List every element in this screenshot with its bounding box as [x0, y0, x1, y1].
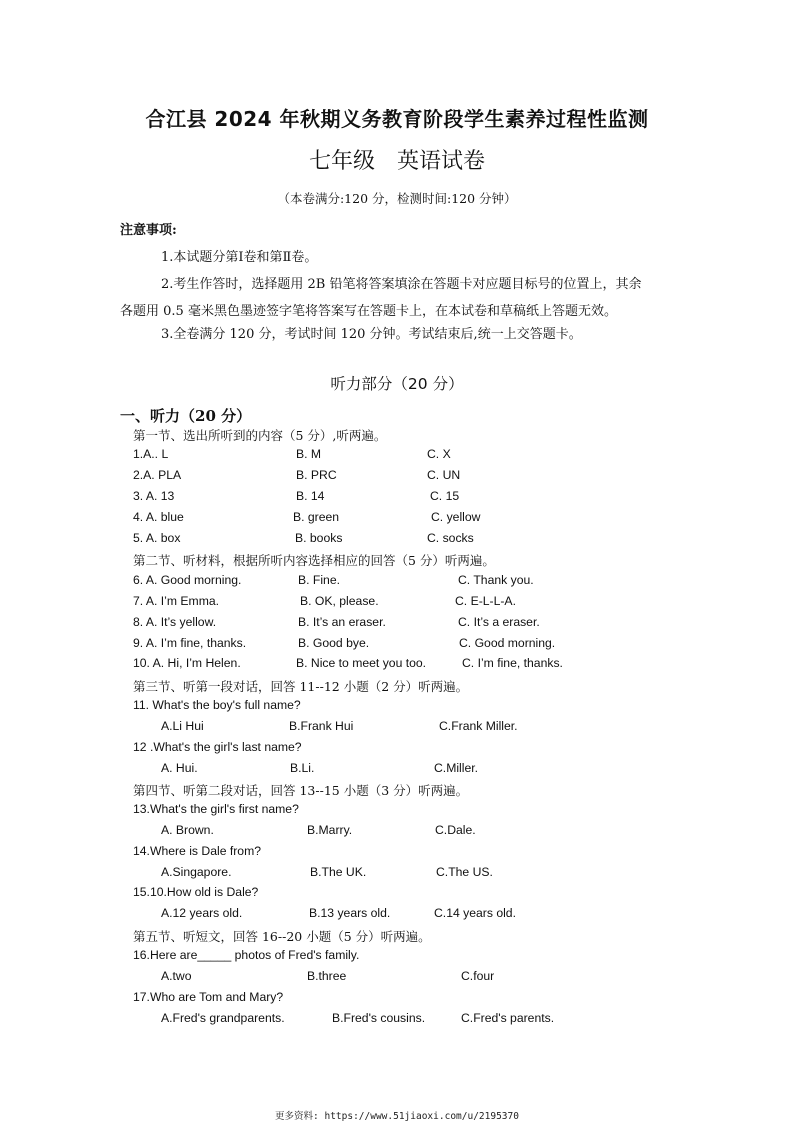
option-a: 2.A. PLA — [133, 468, 182, 482]
part-1-heading: 一、听力（20 分） — [120, 407, 252, 425]
option-c: C. UN — [427, 468, 461, 482]
option-c: C. 15 — [430, 489, 460, 503]
option-b: B. It’s an eraser. — [298, 615, 386, 629]
option-a: 7. A. I’m Emma. — [133, 594, 220, 608]
option-b: B.Fred's cousins. — [332, 1011, 426, 1025]
option-c: C. yellow — [431, 510, 481, 524]
option-b: B.The UK. — [310, 865, 367, 879]
option-c: C.The US. — [436, 865, 493, 879]
question-row — [133, 823, 733, 841]
section-5-instruction: 第五节、听短文，回答 16--20 小题（5 分）听两遍。 — [133, 929, 431, 944]
question-prompt: 13.What's the girl's first name? — [133, 802, 299, 816]
question-row — [133, 906, 733, 924]
question-row — [133, 969, 733, 987]
option-b: B. Nice to meet you too. — [296, 656, 427, 670]
question-row — [133, 615, 733, 633]
question-prompt: 16.Here are_____ photos of Fred's family. — [133, 948, 360, 962]
question-row — [133, 636, 733, 654]
option-a: A.Li Hui — [161, 719, 204, 733]
section-4-instruction: 第四节、听第二段对话，回答 13--15 小题（3 分）听两遍。 — [133, 783, 469, 798]
option-b: B. Fine. — [298, 573, 340, 587]
option-a: A. Hui. — [161, 761, 198, 775]
notice-item-1: 1.本试题分第Ⅰ卷和第Ⅱ卷。 — [161, 250, 318, 265]
option-b: B.Frank Hui — [289, 719, 354, 733]
question-row — [133, 531, 733, 549]
option-c: C. Good morning. — [459, 636, 556, 650]
notice-item-2a: 2.考生作答时，选择题用 2B 铅笔将答案填涂在答题卡对应题目标号的位置上，其余 — [161, 277, 642, 292]
footer-link[interactable]: 更多资料: https://www.51jiaoxi.com/u/2195370 — [275, 1111, 519, 1122]
option-b: B. green — [293, 510, 340, 524]
section-2-instruction: 第二节、听材料，根据所听内容选择相应的回答（5 分）听两遍。 — [133, 553, 495, 568]
option-c: C. Thank you. — [458, 573, 534, 587]
question-row — [133, 594, 733, 612]
option-a: A.12 years old. — [161, 906, 243, 920]
option-b: B. books — [295, 531, 343, 545]
option-a: 10. A. Hi, I’m Helen. — [133, 656, 241, 670]
option-a: 9. A. I’m fine, thanks. — [133, 636, 247, 650]
exam-title: 合江县 2024 年秋期义务教育阶段学生素养过程性监测 — [145, 107, 649, 131]
option-a: 6. A. Good morning. — [133, 573, 242, 587]
option-a: 5. A. box — [133, 531, 181, 545]
question-row — [133, 447, 733, 465]
exam-subtitle: 七年级 英语试卷 — [308, 149, 485, 174]
question-prompt: 11. What's the boy's full name? — [133, 698, 301, 712]
option-a: 1.A.. L — [133, 447, 169, 461]
option-b: B.three — [307, 969, 347, 983]
option-c: C. I’m fine, thanks. — [462, 656, 563, 670]
question-prompt: 17.Who are Tom and Mary? — [133, 990, 284, 1004]
notice-heading: 注意事项: — [120, 223, 177, 238]
option-c: C. X — [427, 447, 451, 461]
question-prompt: 14.Where is Dale from? — [133, 844, 262, 858]
listening-section-heading: 听力部分（20 分） — [330, 375, 464, 393]
option-b: B. Good bye. — [298, 636, 370, 650]
option-b: B.13 years old. — [309, 906, 391, 920]
option-c: C.Frank Miller. — [439, 719, 518, 733]
notice-item-3: 3.全卷满分 120 分，考试时间 120 分钟。考试结束后,统一上交答题卡。 — [161, 327, 582, 342]
option-a: 4. A. blue — [133, 510, 184, 524]
question-row — [133, 1011, 733, 1029]
option-c: C.Miller. — [434, 761, 479, 775]
notice-item-2b: 各题用 0.5 毫米黑色墨迹签字笔将答案写在答题卡上，在本试卷和草稿纸上答题无效。 — [120, 304, 617, 319]
option-c: C.four — [461, 969, 495, 983]
option-c: C.14 years old. — [434, 906, 516, 920]
option-a: 3. A. 13 — [133, 489, 175, 503]
option-b: B. 14 — [296, 489, 325, 503]
option-b: B. M — [296, 447, 322, 461]
question-row — [133, 761, 733, 779]
question-row — [133, 656, 733, 674]
section-3-instruction: 第三节、听第一段对话，回答 11--12 小题（2 分）听两遍。 — [133, 679, 469, 694]
question-row — [133, 489, 733, 507]
option-a: 8. A. It’s yellow. — [133, 615, 217, 629]
question-row — [133, 573, 733, 591]
option-a: A.two — [161, 969, 192, 983]
question-prompt: 12 .What's the girl's last name? — [133, 740, 302, 754]
option-c: C. socks — [427, 531, 474, 545]
option-b: B.Li. — [290, 761, 315, 775]
option-a: A.Singapore. — [161, 865, 232, 879]
option-a: A. Brown. — [161, 823, 214, 837]
question-prompt: 15.10.How old is Dale? — [133, 885, 259, 899]
option-b: B. OK, please. — [300, 594, 379, 608]
question-row — [133, 468, 733, 486]
question-row — [133, 510, 733, 528]
option-c: C.Fred's parents. — [461, 1011, 555, 1025]
score-time-line: （本卷满分:120 分，检测时间:120 分钟） — [277, 191, 517, 206]
option-c: C.Dale. — [435, 823, 476, 837]
option-b: B. PRC — [296, 468, 337, 482]
option-c: C. It’s a eraser. — [458, 615, 540, 629]
option-a: A.Fred's grandparents. — [161, 1011, 285, 1025]
option-b: B.Marry. — [307, 823, 353, 837]
option-c: C. E-L-L-A. — [455, 594, 516, 608]
section-1-instruction: 第一节、选出所听到的内容（5 分）,听两遍。 — [133, 428, 387, 443]
question-row — [133, 719, 733, 737]
question-row — [133, 865, 733, 883]
